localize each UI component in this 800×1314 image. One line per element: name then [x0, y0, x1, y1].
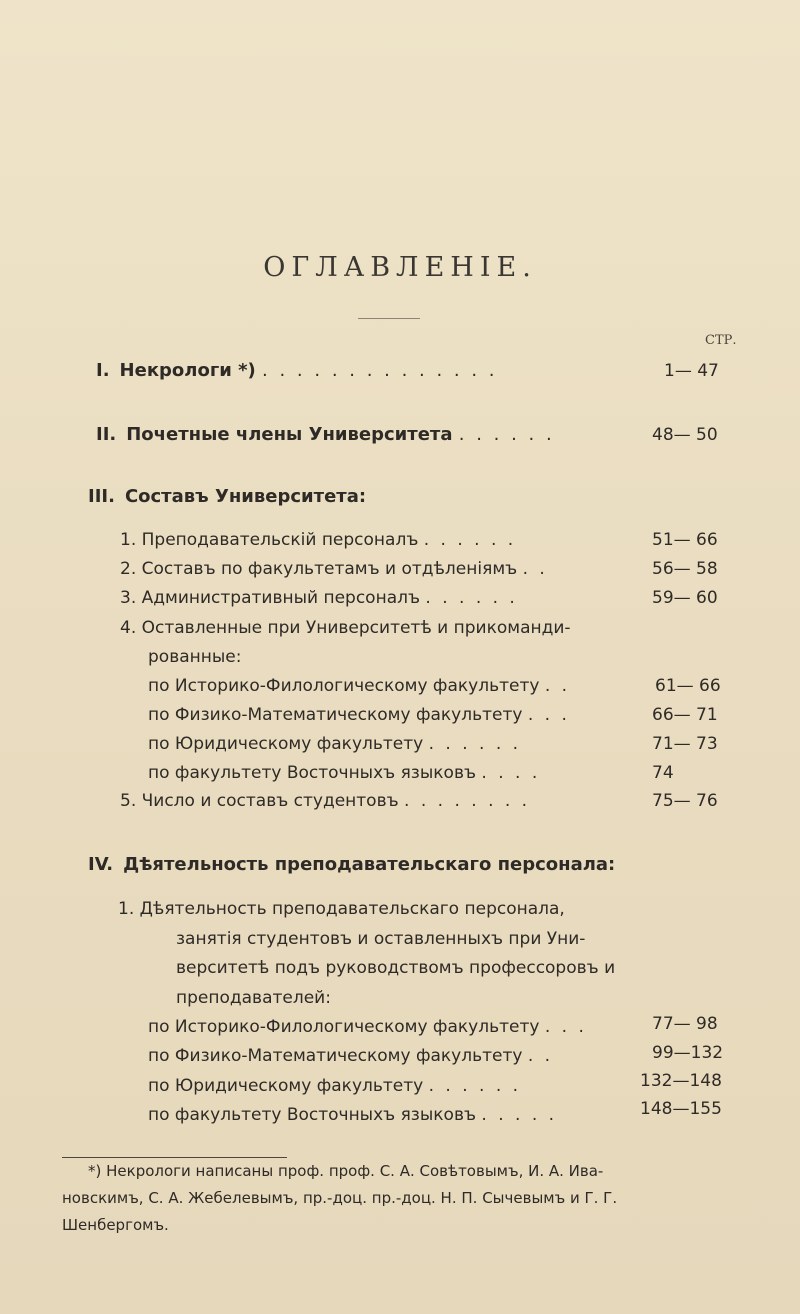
- toc-subentry: по Юридическому факультету . . . . . .: [148, 734, 522, 754]
- toc-entry-pages: 51— 66: [652, 530, 718, 550]
- section-3-heading: III. Составъ Университета:: [88, 486, 367, 507]
- toc-subentry-pages: 132—148: [640, 1071, 722, 1091]
- section-2-heading: II. Почетные члены Университета . . . . . .: [96, 424, 555, 445]
- toc-subentry: по Физико-Математическому факультету . .: [148, 1046, 554, 1066]
- footnote-divider: [62, 1157, 287, 1158]
- toc-entry-continued: рованные:: [148, 647, 242, 667]
- toc-subentry: по факультету Восточныхъ языковъ . . . . .: [148, 1105, 558, 1125]
- toc-entry: 1. Дѣятельность преподавательскаго персонала,: [118, 899, 565, 919]
- toc-subentry-pages: 61— 66: [655, 676, 721, 696]
- toc-entry: 5. Число и составъ студентовъ . . . . . . . .: [120, 791, 531, 811]
- toc-subentry: по Историко-Филологическому факультету . . .: [148, 1017, 587, 1037]
- footnote-line: Шенбергомъ.: [62, 1216, 169, 1234]
- page-title: ОГЛАВЛЕНІЕ.: [263, 252, 537, 283]
- footnote-line: новскимъ, С. А. Жебелевымъ, пр.-доц. пр.-доц. Н. П. Сычевымъ и Г. Г.: [62, 1189, 618, 1207]
- section-1-heading: I. Некрологи *) . . . . . . . . . . . . . .: [96, 360, 498, 381]
- section-4-heading: IV. Дѣятельность преподавательскаго персонала:: [88, 854, 616, 875]
- toc-subentry-pages: 77— 98: [652, 1014, 718, 1034]
- toc-entry: 2. Составъ по факультетамъ и отдѣленіямъ . .: [120, 559, 548, 579]
- toc-subentry-pages: 74: [652, 763, 674, 783]
- toc-subentry: по Историко-Филологическому факультету . .: [148, 676, 571, 696]
- toc-entry-continued: занятія студентовъ и оставленныхъ при Уни-: [176, 929, 586, 949]
- toc-subentry: по Юридическому факультету . . . . . .: [148, 1076, 522, 1096]
- toc-entry: 3. Административный персоналъ . . . . . .: [120, 588, 518, 608]
- toc-subentry-pages: 66— 71: [652, 705, 718, 725]
- page-column-label: СТР.: [705, 333, 737, 348]
- toc-entry: 4. Оставленные при Университетѣ и прикоманди-: [120, 618, 571, 638]
- toc-subentry-pages: 99—132: [652, 1043, 724, 1063]
- toc-entry-pages: 75— 76: [652, 791, 718, 811]
- footnote-line: *) Некрологи написаны проф. проф. С. А. Совѣтовымъ, И. А. Ива-: [88, 1162, 604, 1180]
- section-2-pages: 48— 50: [652, 425, 718, 445]
- title-divider: [358, 318, 420, 319]
- toc-entry: 1. Преподавательскій персоналъ . . . . . .: [120, 530, 517, 550]
- toc-entry-continued: преподавателей:: [176, 988, 331, 1008]
- toc-entry-pages: 56— 58: [652, 559, 718, 579]
- section-1-pages: 1— 47: [664, 361, 719, 381]
- toc-entry-pages: 59— 60: [652, 588, 718, 608]
- toc-subentry: по Физико-Математическому факультету . . .: [148, 705, 570, 725]
- toc-subentry-pages: 71— 73: [652, 734, 718, 754]
- toc-subentry: по факультету Восточныхъ языковъ . . . .: [148, 763, 541, 783]
- toc-subentry-pages: 148—155: [640, 1099, 722, 1119]
- toc-entry-continued: верситетѣ подъ руководствомъ профессоровъ и: [176, 958, 616, 978]
